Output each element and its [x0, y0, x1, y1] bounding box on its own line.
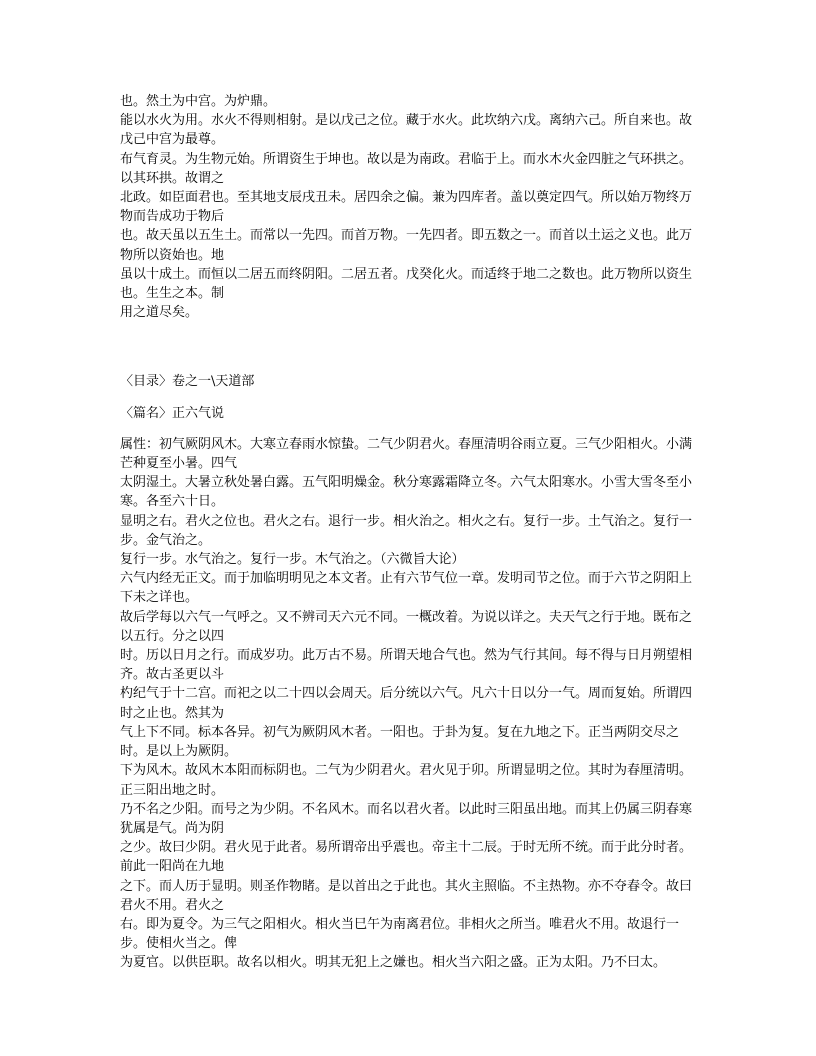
- paragraph: 杓纪气于十二宫。而祀之以二十四以会周天。后分统以六气。凡六十日以分一气。周而复始。所谓四时之止也。然其为: [120, 686, 693, 721]
- chapter-title: 〈篇名〉正六气说: [120, 405, 225, 421]
- catalog-heading: 〈目录〉卷之一\天道部: [120, 374, 255, 390]
- paragraph: 布气育灵。为生物元始。所谓资生于坤也。故以是为南政。君临于上。而水木火金四脏之气环拱之。以其环拱。故谓之: [120, 151, 693, 186]
- paragraph: 北政。如臣面君也。至其地支辰戌丑未。居四余之偏。兼为四库者。盖以奠定四气。所以始万物终万物而告成功于物后: [120, 190, 693, 225]
- paragraph: 属性：初气厥阴风木。大寒立春雨水惊蛰。二气少阴君火。春厘清明谷雨立夏。三气少阳相火。小满芒种夏至小暑。四气: [120, 436, 693, 472]
- text-block-earth-center: [120, 92, 698, 322]
- paragraph: 故后学每以六气一气呼之。又不辨司天六元不同。一概改着。为说以详之。夫天气之行于地。既布之以五行。分之以四: [120, 609, 693, 644]
- paragraph: 能以水火为用。水火不得则相射。是以戊己之位。藏于水火。此坎纳六戊。离纳六己。所自来也。故戊己中宫为最尊。: [120, 113, 693, 148]
- text-block-six-qi: [120, 435, 698, 973]
- paragraph: 时。历以日月之行。而成岁功。此万古不易。所谓天地合气也。然为气行其间。每不得与日月朔望相齐。故古圣更以斗: [120, 648, 693, 683]
- paragraph: 显明之右。君火之位也。君火之右。退行一步。相火治之。相火之右。复行一步。土气治之。复行一步。金气治之。: [120, 513, 693, 548]
- paragraph: 乃不名之少阳。而号之为少阴。不名风木。而名以君火者。以此时三阳虽出地。而其上仍属三阴春寒犹属是气。尚为阴: [120, 801, 693, 836]
- paragraph: 也。故天虽以五生土。而常以一先四。而首万物。一先四者。即五数之一。而首以土运之义也。此万物所以资始也。地: [120, 228, 693, 263]
- paragraph: 之下。而人历于显明。则圣作物睹。是以首出之于此也。其火主照临。不主热物。亦不夺春令。故曰君火不用。君火之: [120, 878, 693, 913]
- paragraph: 下为风木。故风木本阳而标阴也。二气为少阴君火。君火见于卯。所谓显明之位。其时为春厘清明。正三阳出地之时。: [120, 763, 693, 798]
- paragraph: 太阴湿土。大暑立秋处暑白露。五气阳明燥金。秋分寒露霜降立冬。六气太阳寒水。小雪大雪冬至小寒。各至六十日。: [120, 475, 693, 510]
- paragraph: 也。然土为中宫。为炉鼎。: [120, 94, 277, 109]
- paragraph: 用之道尽矣。: [120, 305, 199, 321]
- paragraph: 气上下不同。标本各异。初气为厥阴风木者。一阳也。于卦为复。复在九地之下。正当两阴交尽之时。是以上为厥阴。: [120, 724, 680, 760]
- paragraph: 为夏官。以供臣职。故名以相火。明其无犯上之嫌也。相火当六阳之盛。正为太阳。乃不曰太。: [120, 955, 667, 971]
- paragraph: 之少。故曰少阴。君火见于此者。易所谓帝出乎震也。帝主十二辰。于时无所不统。而于此分时者。前此一阳尚在九地: [120, 840, 693, 875]
- paragraph: 虽以十成土。而恒以二居五而终阴阳。二居五者。戊癸化火。而适终于地二之数也。此万物所以资生也。生生之本。制: [120, 266, 693, 302]
- paragraph: 复行一步。水气治之。复行一步。木气治之。（六微旨大论）: [120, 552, 465, 568]
- paragraph: 六气内经无正文。而于加临明明见之本文者。止有六节气位一章。发明司节之位。而于六节之阴阳上下未之详也。: [120, 571, 693, 606]
- paragraph: 右。即为夏令。为三气之阳相火。相火当巳午为南离君位。非相火之所当。唯君火不用。故退行一步。使相火当之。俾: [120, 916, 680, 952]
- document-page: [120, 92, 698, 973]
